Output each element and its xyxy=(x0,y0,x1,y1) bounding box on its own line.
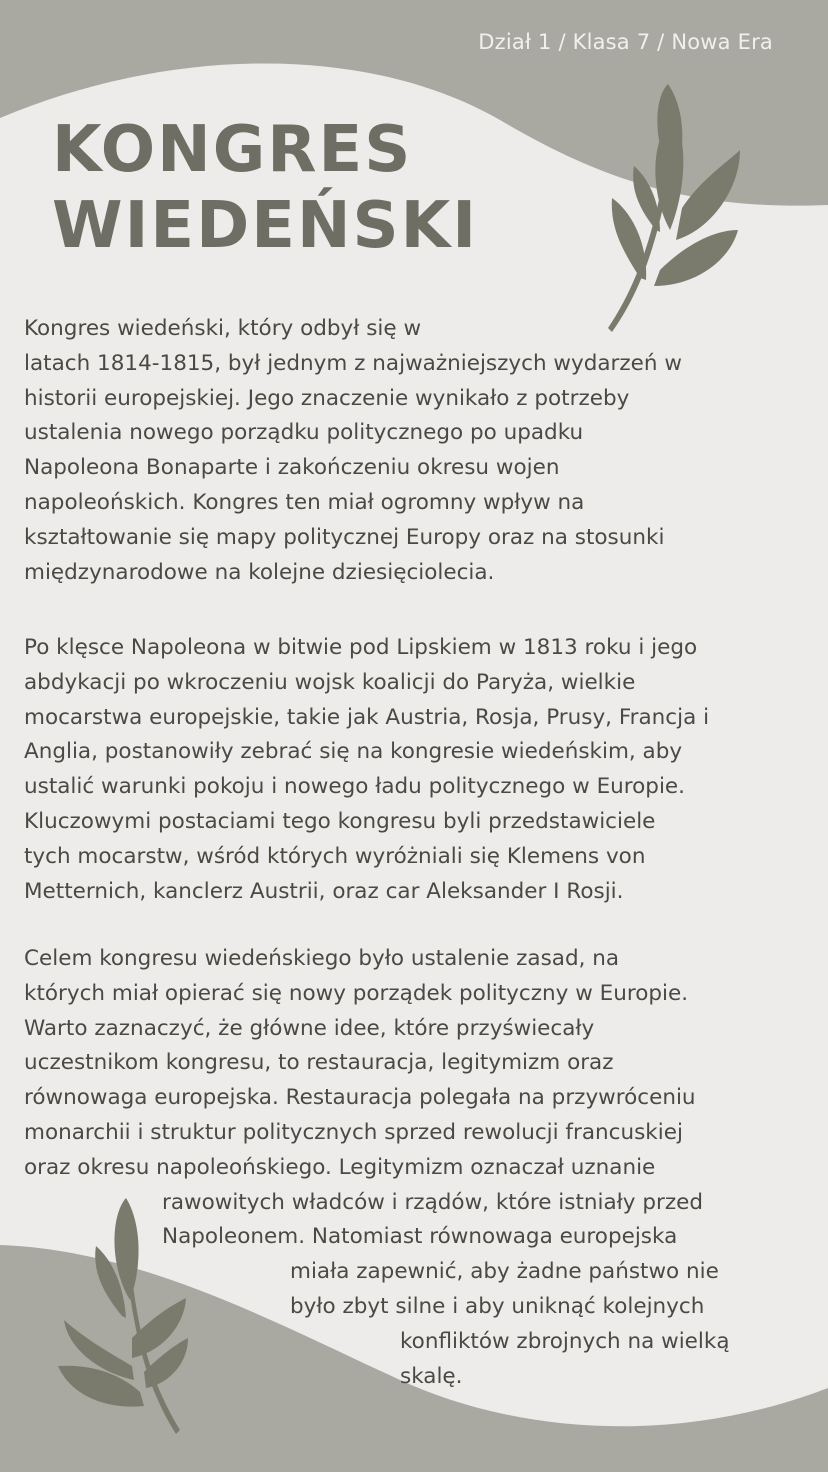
text-line: skalę. xyxy=(400,1363,463,1389)
text-line: rawowitych władców i rządów, które istniały przed xyxy=(162,1189,703,1215)
text-line: Napoleona Bonaparte i zakończeniu okresu wojen xyxy=(24,455,560,481)
text-line: ustalić warunki pokoju i nowego ładu politycznego w Europie. xyxy=(24,774,685,800)
text-line: latach 1814-1815, był jednym z najważniejszych wydarzeń w xyxy=(24,350,682,376)
text-line: ustalenia nowego porządku politycznego po upadku xyxy=(24,420,584,446)
text-line: mocarstwa europejskie, takie jak Austria, Rosja, Prusy, Francja i xyxy=(24,704,710,730)
text-line: monarchii i struktur politycznych sprzed rewolucji francuskiej xyxy=(24,1119,683,1145)
text-line: których miał opierać się nowy porządek polityczny w Europie. xyxy=(24,980,689,1006)
paragraph-intro xyxy=(24,312,682,590)
text-line: Celem kongresu wiedeńskiego było ustalenie zasad, na xyxy=(24,946,620,971)
page-title xyxy=(52,112,478,264)
text-line: tych mocarstw, wśród których wyróżniali się Klemens von xyxy=(24,843,646,869)
text-line: konfliktów zbrojnych na wielką xyxy=(400,1328,730,1354)
text-line: Kluczowymi postaciami tego kongresu byli przedstawiciele xyxy=(24,808,656,834)
text-line: historii europejskiej. Jego znaczenie wynikało z potrzeby xyxy=(24,385,630,411)
text-line: oraz okresu napoleońskiego. Legitymizm oznaczał uznanie xyxy=(24,1154,656,1180)
text-line: Napoleonem. Natomiast równowaga europejska xyxy=(162,1224,678,1250)
text-line: Kongres wiedeński, który odbył się w xyxy=(24,316,422,341)
breadcrumb: Dział 1 / Klasa 7 / Nowa Era xyxy=(478,30,773,54)
text-line: Warto zaznaczyć, że główne idee, które przyświecały xyxy=(24,1015,595,1041)
text-line: miała zapewnić, aby żadne państwo nie xyxy=(290,1259,719,1285)
text-line: było zbyt silne i aby uniknąć kolejnych xyxy=(290,1293,705,1319)
text-line: międzynarodowe na kolejne dziesięciolecia. xyxy=(24,559,495,585)
text-line: napoleońskich. Kongres ten miał ogromny wpływ na xyxy=(24,489,585,515)
text-line: Metternich, kanclerz Austrii, oraz car Aleksander I Rosji. xyxy=(24,878,624,904)
text-line: uczestnikom kongresu, to restauracja, legitymizm oraz xyxy=(24,1050,614,1076)
text-line: Anglia, postanowiły zebrać się na kongresie wiedeńskim, aby xyxy=(24,739,683,765)
text-line: kształtowanie się mapy politycznej Europy oraz na stosunki xyxy=(24,524,665,550)
text-line: równowaga europejska. Restauracja polegała na przywróceniu xyxy=(24,1085,696,1111)
paragraph-goals xyxy=(24,942,730,1394)
title-line-2: WIEDEŃSKI xyxy=(52,189,479,263)
title-line-1: KONGRES xyxy=(52,113,413,187)
paragraph-background xyxy=(24,631,709,909)
olive-branch-icon xyxy=(590,80,740,340)
text-line: abdykacji po wkroczeniu wojsk koalicji do Paryża, wielkie xyxy=(24,669,636,695)
text-line: Po klęsce Napoleona w bitwie pod Lipskiem w 1813 roku i jego xyxy=(24,635,698,660)
